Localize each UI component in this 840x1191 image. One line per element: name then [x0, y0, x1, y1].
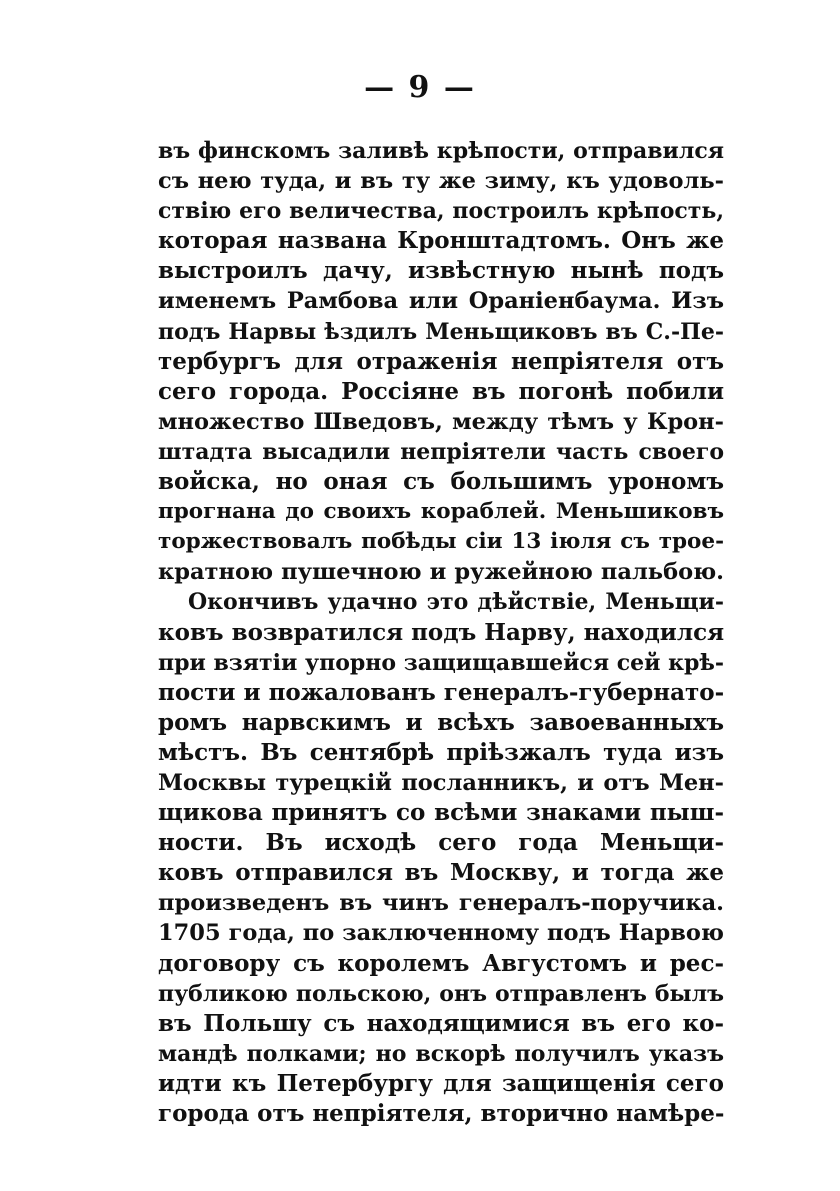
- text-line: штадта высадили непріятели часть своего: [158, 438, 724, 465]
- text-line: кратною пушечною и ружейною пальбою.: [158, 559, 724, 586]
- page-number: — 9 —: [364, 70, 476, 105]
- text-line: публикою польскою, онъ отправленъ былъ: [158, 980, 724, 1007]
- text-line: договору съ королемъ Августомъ и рес-: [158, 949, 724, 977]
- text-line: ковъ отправился въ Москву, и тогда же: [158, 859, 724, 887]
- text-line: Москвы турецкій посланникъ, и отъ Мен-: [158, 769, 724, 796]
- text-line: щикова принятъ со всѣми знаками пыш-: [158, 799, 724, 827]
- text-line: множество Шведовъ, между тѣмъ у Крон-: [158, 408, 724, 435]
- text-line: прогнана до своихъ кораблей. Меньшиковъ: [158, 499, 724, 525]
- text-line: которая названа Кронштадтомъ. Онъ же: [158, 227, 724, 255]
- text-line: ромъ нарвскимъ и всѣхъ завоеванныхъ: [158, 708, 724, 736]
- body-text: [158, 136, 724, 1129]
- text-line: мѣстъ. Въ сентябрѣ пріѣзжалъ туда изъ: [158, 738, 724, 766]
- text-line: пости и пожалованъ генералъ-губернато-: [158, 678, 724, 706]
- text-line: 1705 года, по заключенному подъ Нарвою: [158, 920, 724, 947]
- text-line: войска, но оная съ большимъ урономъ: [158, 468, 724, 496]
- text-line: идти къ Петербургу для защищенія сего: [158, 1069, 724, 1097]
- text-line: сего города. Россіяне въ погонѣ побили: [158, 377, 724, 405]
- text-line: въ финскомъ заливѣ крѣпости, отправился: [158, 138, 724, 164]
- text-line: при взятіи упорно защищавшейся сей крѣ-: [158, 649, 724, 676]
- text-line: торжествовалъ побѣды сіи 13 іюля съ трое-: [158, 529, 724, 555]
- text-line: мандѣ полками; но вскорѣ получилъ указъ: [158, 1040, 724, 1067]
- text-line: ствію его величества, построилъ крѣпость,: [158, 198, 724, 225]
- text-line: съ нею туда, и въ ту же зиму, къ удоволь-: [158, 168, 724, 195]
- text-line: произведенъ въ чинъ генералъ-поручика.: [158, 890, 724, 917]
- text-line: города отъ непріятеля, вторично намѣре-: [158, 1100, 724, 1127]
- text-line-paragraph-start: Окончивъ удачно это дѣйствіе, Меньщи-: [188, 589, 724, 616]
- text-line: тербургъ для отраженія непріятеля отъ: [158, 347, 724, 375]
- text-line: ности. Въ исходѣ сего года Меньщи-: [158, 829, 724, 857]
- text-line: подъ Нарвы ѣздилъ Меньщиковъ въ С.-Пе-: [158, 318, 724, 345]
- text-line: ковъ возвратился подъ Нарву, находился: [158, 618, 724, 646]
- text-line: выстроилъ дачу, извѣстную нынѣ подъ: [158, 257, 724, 285]
- text-line: именемъ Рамбова или Ораніенбаума. Изъ: [158, 288, 724, 315]
- text-line: въ Польшу съ находящимися въ его ко-: [158, 1009, 724, 1037]
